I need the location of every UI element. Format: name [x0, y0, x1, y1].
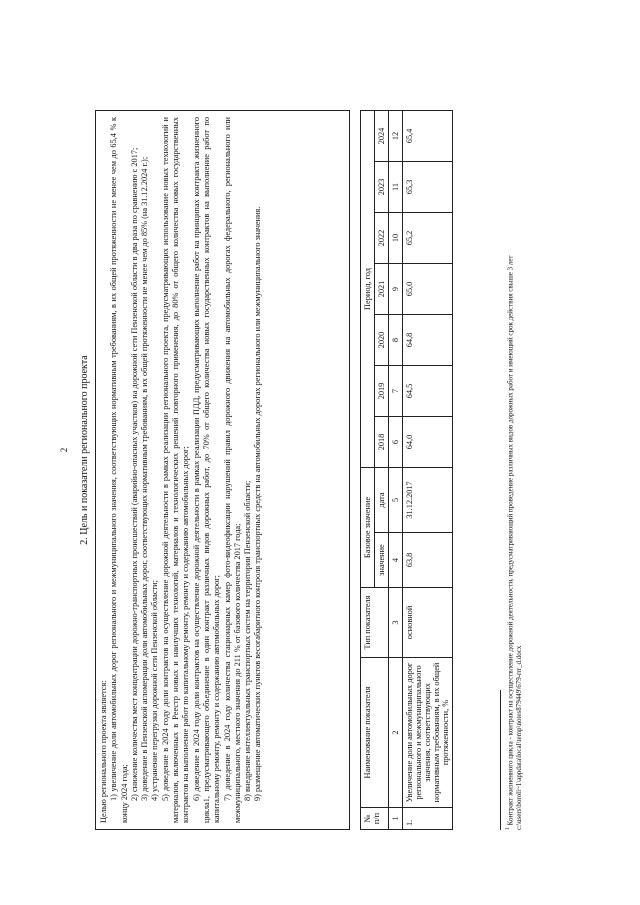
column-number: 8 [389, 315, 403, 366]
footnote-path: c:\users\boroli~1\appdata\local\temp\notes879449\679-rrr_d.docx [515, 645, 524, 830]
column-number: 2 [389, 658, 403, 808]
header-year: 2021 [375, 264, 389, 315]
column-number: 1 [389, 808, 403, 830]
table-row [403, 111, 453, 830]
goal-item: 8) внедрение интеллектуальных транспортных систем на территории Пензенской области; [243, 480, 253, 801]
header-period: Период, год [361, 111, 375, 468]
page-number: 2 [59, 447, 69, 453]
column-number: 4 [389, 533, 403, 588]
header-year: 2022 [375, 213, 389, 264]
header-year: 2020 [375, 315, 389, 366]
column-number-row [389, 111, 403, 830]
column-number: 3 [389, 588, 403, 658]
footnote-mark: 1 [505, 827, 511, 830]
footnote-text-line [504, 110, 515, 830]
indicators-table [360, 110, 453, 830]
column-number: 10 [389, 213, 403, 264]
rotated-page [55, 40, 585, 860]
row-value: 65,4 [403, 111, 453, 162]
column-number: 12 [389, 111, 403, 162]
goal-item: 9) размещение автоматических пунктов весогабаритного контроля транспортных средств на автомобильных дорогах регионального или межмуниципального значения. [253, 206, 263, 801]
row-value: 64,8 [403, 315, 453, 366]
header-type: Тип показателя [361, 588, 389, 658]
header-year: 2023 [375, 162, 389, 213]
goal-item: 2) снижение количества мест концентрации дорожно-транспортных происшествий (аварийно-опасных участков) на дорожной сети Пензенской области в два раза по сравнению с 2017; [129, 147, 139, 801]
section-heading: 2. Цель и показатели регионального проекта [79, 355, 90, 545]
column-number: 5 [389, 468, 403, 533]
goal-item: 3) доведение в Пензенской агломерации доли автомобильных дорог, соответствующих нормативным требованиям, в их общей протяженности не менее чем до 85% (на 31.12.2024 г.); [140, 156, 150, 801]
column-number: 11 [389, 162, 403, 213]
goal-item: 4) устранение перегрузки дорожной сети Пензенской области; [150, 580, 160, 801]
row-value: 64,5 [403, 366, 453, 417]
row-name: Увеличение доли автомобильных дорог регионального и межмуниципального значения, соответствующих нормативным требованиям, в их общей протяженности, % [403, 658, 453, 808]
goal-item: 1) увеличение доли автомобильных дорог регионального и межмуниципального значения, соответствующих нормативным требованиям, в их общей протяженности не менее чем до 65,4 % к концу 2024 года; [109, 117, 129, 823]
goal-item: 5) доведение в 2024 году доли контрактов на осуществление дорожной деятельности в рамках реализации регионального проекта, предусматривающих использование новых технологий и материалов, включенных в Реестр новых и наилучших технологий, материалов и технологических решений повторного применения, до 80% от общего количества новых государственных контрактов на выполнение работ по капитальному ремонту, ремонту и содержанию автомобильных дорог; [160, 117, 191, 823]
row-type: основной [403, 588, 453, 658]
header-year: 2019 [375, 366, 389, 417]
footnote [500, 110, 524, 830]
footnote-text: Контракт жизненного цикла - контракт на осуществление дорожной деятельности, предусматривающий проведение различных видов дорожных работ и имеющий срок действия свыше 3 лет [506, 255, 515, 826]
header-year: 2018 [375, 417, 389, 468]
footnote-rule [500, 690, 501, 830]
row-value: 65,0 [403, 264, 453, 315]
header-base-value: значение [375, 533, 389, 588]
column-number: 6 [389, 417, 403, 468]
row-value: 65,2 [403, 213, 453, 264]
header-num: № п/п [361, 808, 389, 830]
header-year: 2024 [375, 111, 389, 162]
goals-intro: Целью регионального проекта является: [99, 680, 108, 823]
header-base: Базовое значение [361, 468, 375, 588]
header-base-date: дата [375, 468, 389, 533]
header-name: Наименование показателя [361, 658, 389, 808]
row-value: 64,0 [403, 417, 453, 468]
goal-item: 6) доведение в 2024 году доли контрактов на осуществление дорожной деятельности в рамках реализации ПДД, предусматривающих выполнение работ на принципах контракта жизненного цикла1, предусматривающего объединение в один контракт различных видов дорожных работ, до 70% от общего количества новых государственных контрактов на выполнение работ по капитальному ремонту, ремонту и содержанию автомобильных дорог; [191, 117, 222, 823]
row-num: 1. [403, 808, 453, 830]
row-value: 65,3 [403, 162, 453, 213]
column-number: 9 [389, 264, 403, 315]
row-base-date: 31.12.2017 [403, 468, 453, 533]
goal-item: 7) доведение в 2024 году количества стационарных камер фото-видеофиксации нарушений правил дорожного движения на автомобильных дорогах федерального, регионального или межмуниципального, местного значения до 211 % от базового количества 2017 года; [222, 117, 242, 823]
column-number: 7 [389, 366, 403, 417]
row-base-value: 63,8 [403, 533, 453, 588]
goals-box [95, 110, 350, 830]
